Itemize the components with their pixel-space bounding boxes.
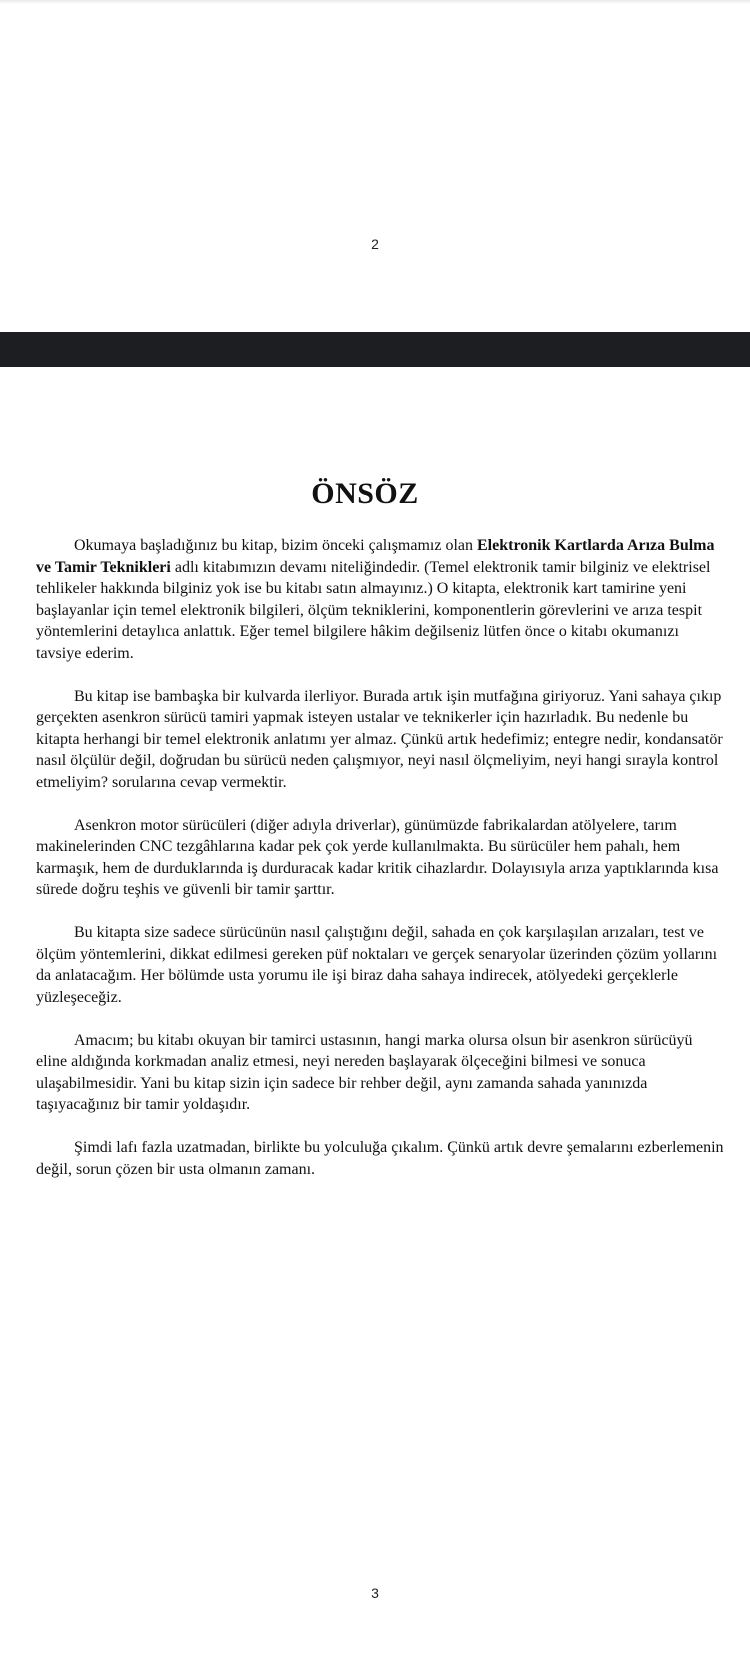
intro-rest-text: adlı kitabımızın devamı niteliğindedir. (Temel elektronik tamir bilginiz ve elektrisel tehlikeler hakkında bilginiz yok ise bu kitabı satın almayınız.) O kitapta, elektronik kart tamirine yeni başlayanlar için temel elektronik bilgileri, ölçüm tekniklerini, komponentlerin görevlerini ve arıza tespit yöntemlerini detaylıca anlattık. Eğer temel bilgilere hâkim değilseniz lütfen önce o kitabı okumanızı tavsiye ederim.: [36, 558, 711, 662]
paragraph-intro: [36, 535, 726, 664]
intro-lead-text: Okumaya başladığınız bu kitap, bizim önceki çalışmamız olan: [74, 537, 477, 554]
paragraph-4: Amacım; bu kitabı okuyan bir tamirci ustasının, hangi marka olursa olsun bir asenkron sürücüyü eline aldığında korkmadan analiz etmesi, neyi nereden başlayarak ölçeceğini bilmesi ve sonuca ulaşabilmesidir. Yani bu kitap sizin için sadece bir rehber değil, aynı zamanda sahada yanınızda taşıyacağınız bir tamir yoldaşıdır.: [36, 1031, 693, 1113]
page-number-bottom: 3: [371, 1585, 379, 1601]
paragraph-1: Bu kitap ise bambaşka bir kulvarda ilerliyor. Burada artık işin mutfağına giriyoruz. Yani sahaya çıkıp gerçekten asenkron sürücü tamiri yapmak isteyen ustalar ve teknikerler için hazırladık. Bu nedenle bu kitapta herhangi bir temel elektronik anlatımı yer almaz. Çünkü artık hedefimiz; entegre nedir, kondansatör nasıl ölçülür değil, doğrudan bu sürücü neden çalışmıyor, neyi nasıl ölçmeliyim, neyi hangi sırayla kontrol etmeliyim? sorularına cevap vermektir.: [36, 687, 723, 791]
intro-book-title: Elektronik Kartlarda Arıza Bulma ve Tamir Teknikleri: [36, 537, 715, 576]
page-number-top: 2: [371, 236, 379, 252]
page-divider-bar: [0, 332, 750, 367]
document-body: [36, 535, 726, 1202]
paragraph-3: Bu kitapta size sadece sürücünün nasıl çalıştığını değil, sahada en çok karşılaşılan arızaları, test ve ölçüm yöntemlerini, dikkat edilmesi gereken püf noktaları ve gerçek senaryolar üzerinden çözüm yollarını da anlatacağım. Her bölümde usta yorumu ile işi biraz daha sahaya indirecek, atölyedeki gerçeklerle yüzleşeceğiz.: [36, 924, 718, 1006]
top-page-edge: [0, 0, 750, 4]
paragraph-5: Şimdi lafı fazla uzatmadan, birlikte bu yolculuğa çıkalım. Çünkü artık devre şemalarını ezberlemenin değil, sorun çözen bir usta olmanın zamanı.: [36, 1139, 724, 1178]
page-title: ÖNSÖZ: [311, 477, 419, 510]
paragraph-2: Asenkron motor sürücüleri (diğer adıyla driverlar), günümüzde fabrikalardan atölyelere, tarım makinelerinden CNC tezgâhlarına kadar pek çok yerde kullanılmakta. Bu sürücüler hem pahalı, hem karmaşık, hem de durduklarında iş durduracak kadar kritik cihazlardır. Dolayısıyla arıza yaptıklarında kısa sürede doğru teşhis ve güvenli bir tamir şarttır.: [36, 816, 719, 898]
